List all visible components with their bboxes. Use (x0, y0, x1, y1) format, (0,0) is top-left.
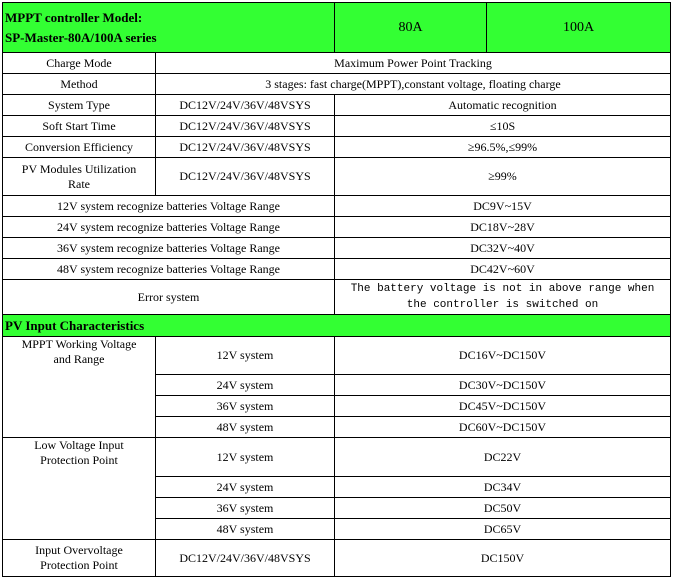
row-value (335, 280, 671, 315)
row-condition: 48V system (156, 417, 335, 438)
row-value: ≤10S (335, 116, 671, 137)
table-row (3, 337, 671, 375)
row-value: DC34V (335, 477, 671, 498)
table-row (3, 438, 671, 477)
spec-table (2, 2, 671, 577)
row-label: Conversion Efficiency (3, 137, 156, 158)
table-row (3, 137, 671, 158)
table-row (3, 217, 671, 238)
row-condition: 36V system (156, 396, 335, 417)
row-value: DC32V~40V (335, 238, 671, 259)
row-label: 12V system recognize batteries Voltage Range (3, 196, 335, 217)
row-label-line2: Rate (68, 176, 90, 191)
row-condition: 48V system (156, 519, 335, 540)
row-value: DC65V (335, 519, 671, 540)
row-label-line1: Low Voltage Input (34, 438, 124, 452)
row-label: Error system (3, 280, 335, 315)
table-row (3, 238, 671, 259)
row-condition: 12V system (156, 337, 335, 375)
row-value: DC150V (335, 540, 671, 577)
table-row (3, 116, 671, 137)
row-condition: 36V system (156, 498, 335, 519)
row-value: ≥99% (335, 158, 671, 196)
model-80a: 80A (335, 3, 487, 53)
row-label (3, 540, 156, 577)
row-value: 3 stages: fast charge(MPPT),constant voltage, floating charge (156, 74, 671, 95)
table-row (3, 53, 671, 74)
model-100a: 100A (487, 3, 671, 53)
error-value-line2: the controller is switched on (406, 299, 599, 311)
row-value: DC9V~15V (335, 196, 671, 217)
row-label-line2: Protection Point (40, 453, 118, 467)
row-condition: DC12V/24V/36V/48VSYS (156, 158, 335, 196)
header-row (3, 3, 671, 53)
row-value: Maximum Power Point Tracking (156, 53, 671, 74)
row-condition: 24V system (156, 375, 335, 396)
table-row (3, 259, 671, 280)
row-value: DC50V (335, 498, 671, 519)
model-title-line2: SP-Master-80A/100A series (5, 29, 157, 45)
row-label-line1: Input Overvoltage (35, 543, 123, 557)
row-value: DC42V~60V (335, 259, 671, 280)
table-row (3, 158, 671, 196)
row-value: DC18V~28V (335, 217, 671, 238)
table-row (3, 95, 671, 116)
table-row (3, 540, 671, 577)
row-value: ≥96.5%,≤99% (335, 137, 671, 158)
row-condition: DC12V/24V/36V/48VSYS (156, 116, 335, 137)
table-row (3, 196, 671, 217)
row-label-line1: MPPT Working Voltage (21, 337, 137, 351)
row-condition: DC12V/24V/36V/48VSYS (156, 540, 335, 577)
model-title-line1: MPPT controller Model: (5, 9, 143, 25)
error-value-line1: The battery voltage is not in above range when (350, 283, 655, 295)
row-label-line2: Protection Point (40, 558, 118, 572)
row-label-line1: PV Modules Utilization (21, 161, 137, 176)
row-value: Automatic recognition (335, 95, 671, 116)
row-condition: 12V system (156, 438, 335, 477)
row-value: DC22V (335, 438, 671, 477)
row-label: 48V system recognize batteries Voltage Range (3, 259, 335, 280)
section-row (3, 315, 671, 337)
row-label (3, 337, 156, 438)
row-condition: 24V system (156, 477, 335, 498)
row-label: Charge Mode (3, 53, 156, 74)
row-label: Soft Start Time (3, 116, 156, 137)
table-row (3, 280, 671, 315)
row-label: 24V system recognize batteries Voltage Range (3, 217, 335, 238)
row-value: DC16V~DC150V (335, 337, 671, 375)
model-title-cell (3, 3, 335, 53)
row-condition: DC12V/24V/36V/48VSYS (156, 137, 335, 158)
row-value: DC30V~DC150V (335, 375, 671, 396)
row-condition: DC12V/24V/36V/48VSYS (156, 95, 335, 116)
row-value: DC60V~DC150V (335, 417, 671, 438)
row-value: DC45V~DC150V (335, 396, 671, 417)
row-label: System Type (3, 95, 156, 116)
section-title: PV Input Characteristics (3, 315, 671, 337)
row-label: Method (3, 74, 156, 95)
row-label (3, 438, 156, 540)
row-label (3, 158, 156, 196)
row-label: 36V system recognize batteries Voltage Range (3, 238, 335, 259)
row-label-line2: and Range (53, 352, 105, 366)
table-row (3, 74, 671, 95)
